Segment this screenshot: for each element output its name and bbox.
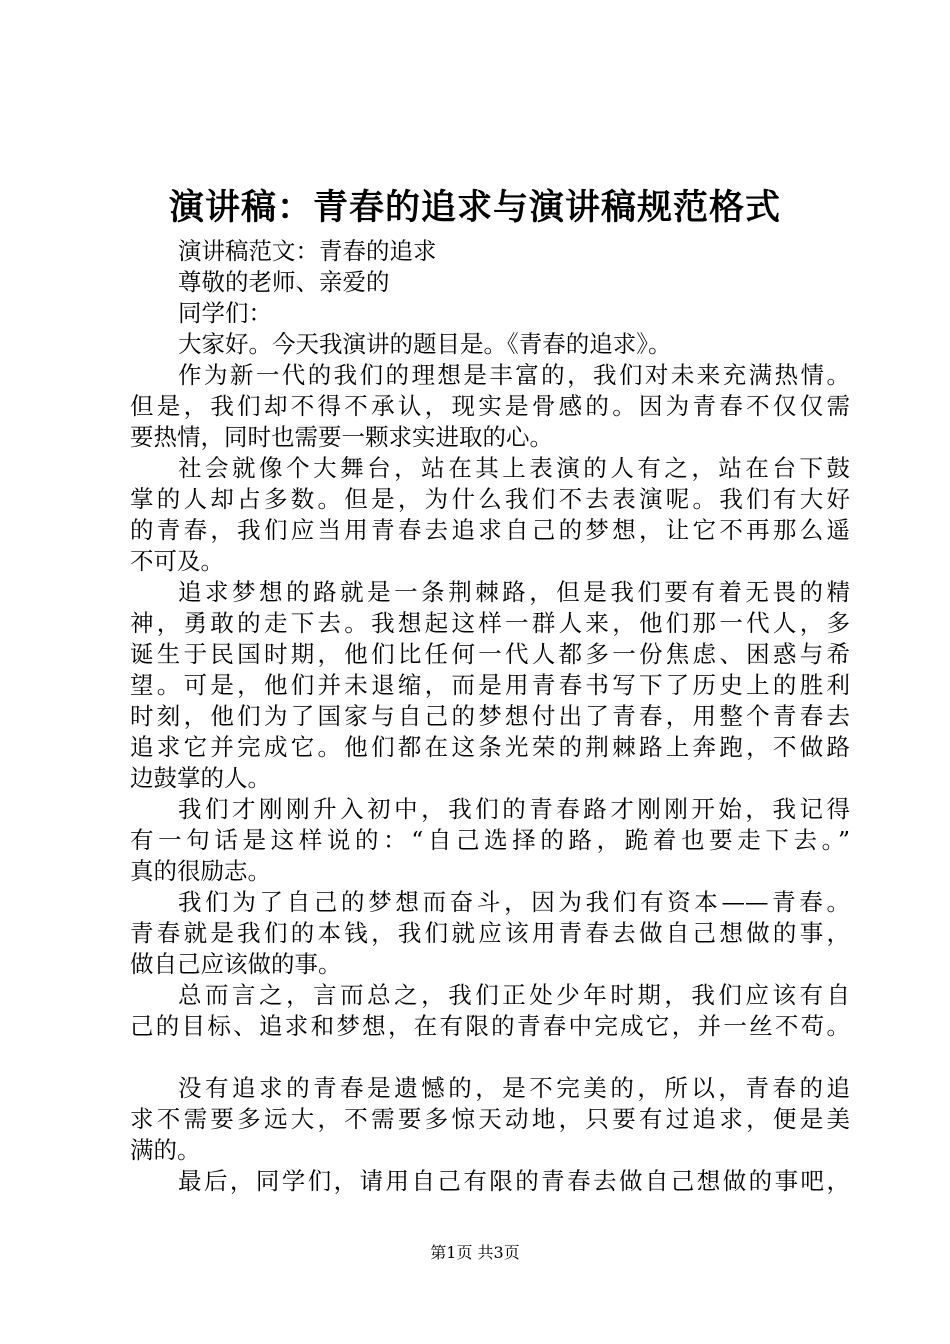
body-line: 演讲稿范文：青春的追求 (178, 237, 437, 265)
body-line: 掌的人却占多数。但是，为什么我们不去表演呢。我们有大好 (130, 485, 850, 513)
body-line: 没有追求的青春是遗憾的，是不完美的，所以，青春的追 (178, 1074, 850, 1102)
body-line: 社会就像个大舞台，站在其上表演的人有之，站在台下鼓 (178, 454, 850, 482)
body-line: 满的。 (130, 1136, 201, 1164)
page-footer: 第1页 共3页 (430, 1243, 520, 1262)
body-line: 有一句话是这样说的：“自己选择的路，跪着也要走下去。” (130, 826, 850, 854)
body-line: 追求它并完成它。他们都在这条光荣的荆棘路上奔跑，不做路 (130, 733, 850, 761)
body-line: 尊敬的老师、亲爱的 (178, 268, 390, 296)
body-line: 求不需要多远大，不需要多惊天动地，只要有过追求，便是美 (130, 1105, 850, 1133)
body-line: 边鼓掌的人。 (130, 764, 271, 792)
body-line: 我们为了自己的梦想而奋斗，因为我们有资本——青春。 (178, 888, 850, 916)
body-line: 要热情，同时也需要一颗求实进取的心。 (130, 423, 553, 451)
body-line: 我们才刚刚升入初中，我们的青春路才刚刚开始，我记得 (178, 795, 850, 823)
body-line: 真的很励志。 (130, 857, 271, 885)
document-body (130, 236, 850, 1197)
body-line: 但是，我们却不得不承认，现实是骨感的。因为青春不仅仅需 (130, 392, 850, 420)
body-line: 青春就是我们的本钱，我们就应该用青春去做自己想做的事， (130, 919, 850, 947)
body-line: 诞生于民国时期，他们比任何一代人都多一份焦虑、困惑与希 (130, 640, 850, 668)
body-line: 望。可是，他们并未退缩，而是用青春书写下了历史上的胜利 (130, 671, 850, 699)
body-line (130, 1042, 850, 1073)
body-line: 的青春，我们应当用青春去追求自己的梦想，让它不再那么遥 (130, 516, 850, 544)
body-line: 己的目标、追求和梦想，在有限的青春中完成它，并一丝不苟。 (130, 1012, 850, 1040)
body-line: 最后，同学们，请用自己有限的青春去做自己想做的事吧， (178, 1167, 850, 1195)
body-line: 时刻，他们为了国家与自己的梦想付出了青春，用整个青春去 (130, 702, 850, 730)
document-title: 演讲稿：青春的追求与演讲稿规范格式 (168, 187, 781, 228)
body-line: 总而言之，言而总之，我们正处少年时期，我们应该有自 (178, 981, 850, 1009)
body-line: 作为新一代的我们的理想是丰富的，我们对未来充满热情。 (178, 361, 850, 389)
body-line: 同学们： (178, 299, 272, 327)
body-line: 不可及。 (130, 547, 224, 575)
body-line: 神，勇敢的走下去。我想起这样一群人来，他们那一代人，多 (130, 609, 850, 637)
body-line: 追求梦想的路就是一条荆棘路，但是我们要有着无畏的精 (178, 578, 850, 606)
body-line: 做自己应该做的事。 (130, 950, 342, 978)
body-line: 大家好。今天我演讲的题目是。《青春的追求》。 (178, 330, 672, 358)
